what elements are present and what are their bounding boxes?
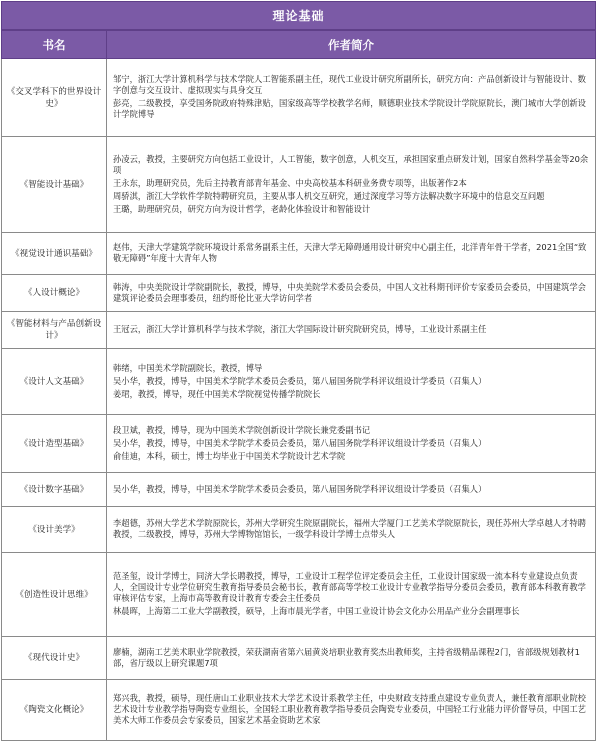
table-row	[2, 553, 596, 637]
author-bio: 吴小华，教授，博导，中国美术学院学术委员会委员，第八届国务院学科评议组设计学委员（召集人）	[113, 375, 487, 386]
book-title-cell: 《陶瓷文化概论》	[2, 680, 107, 741]
author-bio-cell	[107, 553, 596, 637]
book-title-cell: 《设计美学》	[2, 507, 107, 553]
header-row	[2, 31, 596, 59]
author-bio: 范圣玺，设计学博士，同济大学长聘教授，博导，工业设计工程学位评定委员会主任，工业设计国家级一流本科专业建设点负责人，全国设计专业学位研究生教育指导委员会秘书长，教育部高等学校工业设计专业教学指导分委员会委员，教育部本科教育教学审核评估专家，上海市高等教育设计教育专委会主任委员	[113, 571, 586, 603]
table-row	[2, 637, 596, 680]
author-bio-cell	[107, 507, 596, 553]
author-bio: 周骄淇，浙江大学软件学院特聘研究员，主要从事人机交互研究，通过深度学习等方法解决数字环境中的信息交互问题	[113, 190, 545, 201]
author-bio: 韩涛，中央美院设计学院副院长，教授，博导，中央美院学术委员会委员，中国人文社科期刊评价专家委员会委员，中国建筑学会建筑评论委员会理事委员，纽约哥伦比亚大学访问学者	[113, 281, 586, 303]
book-title-cell: 《交叉学科下的世界设计史》	[2, 59, 107, 137]
author-bio-cell	[107, 275, 596, 312]
author-bio: 段卫斌，教授，博导，现为中国美术学院创新设计学院长兼党委副书记	[113, 424, 371, 435]
book-title-cell: 《设计造型基础》	[2, 415, 107, 473]
table-row	[2, 473, 596, 507]
author-bio-cell	[107, 59, 596, 137]
author-bio: 吴小华，教授，博导，中国美术学院学术委员会委员，第八届国务院学科评议组设计学委员（召集人）	[113, 437, 487, 448]
author-bio-cell	[107, 637, 596, 680]
book-title-cell: 《设计人文基础》	[2, 349, 107, 415]
author-bio: 林晨晖，上海第二工业大学副教授，硕导，上海市晨光学者，中国工业设计协会文化办公用品产业分会副理事长	[113, 606, 520, 616]
table-row	[2, 415, 596, 473]
book-title-cell: 《智能设计基础》	[2, 137, 107, 233]
author-bio: 王璐，助理研究员，研究方向为设计哲学，老龄化体验设计和智能设计	[113, 203, 371, 214]
author-bio: 王永东，助理研究员，先后主持教育部青年基金、中央高校基本科研业务费专项等，出版著作2本	[113, 177, 467, 188]
column-header-author: 作者简介	[107, 31, 596, 59]
table-row	[2, 680, 596, 741]
author-bio-cell	[107, 349, 596, 415]
book-title-cell: 《视觉设计通识基础》	[2, 233, 107, 275]
table-title: 理论基础	[1, 1, 596, 30]
author-bio-cell	[107, 415, 596, 473]
table-row	[2, 137, 596, 233]
theory-table-container	[1, 1, 596, 725]
author-bio: 赵伟，天津大学建筑学院环境设计系常务副系主任，天津大学无障碍通用设计研究中心副主任，北洋青年骨干学者，2021全国“致敬无障碍”年度十大青年人物	[113, 242, 587, 263]
book-title-cell: 《人设计概论》	[2, 275, 107, 312]
author-bio: 廖楠，湖南工艺美术职业学院教授，荣获湖南省第六届黄炎培职业教育奖杰出教师奖，主持省级精品课程2门，省部级规划教材1部，省厅级以上研究课题7项	[113, 646, 580, 668]
table-row	[2, 275, 596, 312]
author-bio: 彭亮，二级教授，享受国务院政府特殊津贴，国家级高等学校教学名师，顺德职业技术学院设计学院原院长，澳门城市大学创新设计学院博导	[113, 98, 586, 119]
author-bio: 郑兴我，教授，硕导，现任唐山工业职业技术大学艺术设计系教学主任，中央财政支持重点建设专业负责人，兼任教育部职业院校艺术设计专业教学指导陶瓷专业组长，全国轻工职业教育教学指导委员会陶瓷专业委员，中国轻工行业能力评价督导员，中国工艺美术大师工作委员会专家委员，国家艺术基金资助艺术家	[113, 693, 586, 725]
author-bio-cell	[107, 233, 596, 275]
table-row	[2, 59, 596, 137]
book-title-cell: 《智能材料与产品创新设计》	[2, 312, 107, 349]
author-bio: 孙凌云，教授，主要研究方向包括工业设计，人工智能，数字创意，人机交互，承担国家重点研发计划，国家自然科学基金等20余项	[113, 153, 589, 175]
table-row	[2, 349, 596, 415]
author-bio-cell	[107, 312, 596, 349]
author-bio: 吴小华，教授，博导，中国美术学院学术委员会委员，第八届国务院学科评议组设计学委员（召集人）	[113, 483, 487, 494]
author-bio: 李超德，苏州大学艺术学院原院长，苏州大学研究生院原副院长，福州大学厦门工艺美术学院原院长，现任苏州大学卓越人才特聘教授，二级教授，博导，苏州大学博物馆馆长，一级学科设计学博士点带头人	[113, 518, 586, 539]
author-bio-cell	[107, 473, 596, 507]
table-row	[2, 233, 596, 275]
author-bio: 韩绪，中国美术学院副院长，教授，博导	[113, 362, 263, 373]
book-title-cell: 《创造性设计思维》	[2, 553, 107, 637]
author-bio: 邹宁，浙江大学计算机科学与技术学院人工智能系副主任，现代工业设计研究所副所长，研究方向：产品创新设计与智能设计、数字创意与交互设计、虚拟现实与具身交互	[113, 74, 586, 95]
book-title-cell: 《现代设计史》	[2, 637, 107, 680]
author-bio-cell	[107, 680, 596, 741]
table-row	[2, 312, 596, 349]
column-header-book: 书名	[2, 31, 107, 59]
book-title-cell: 《设计数字基础》	[2, 473, 107, 507]
table-body	[2, 59, 596, 741]
author-bio: 俞佳迪，本科，硕士，博士均毕业于中国美术学院设计艺术学院	[113, 450, 346, 461]
author-bio: 姜珺，教授，博导，现任中国美术学院视觉传播学院院长	[113, 388, 321, 399]
author-bio: 王冠云，浙江大学计算机科学与技术学院，浙江大学国际设计研究院研究员，博导，工业设计系副主任	[113, 324, 487, 334]
books-table	[1, 30, 596, 741]
author-bio-cell	[107, 137, 596, 233]
table-row	[2, 507, 596, 553]
